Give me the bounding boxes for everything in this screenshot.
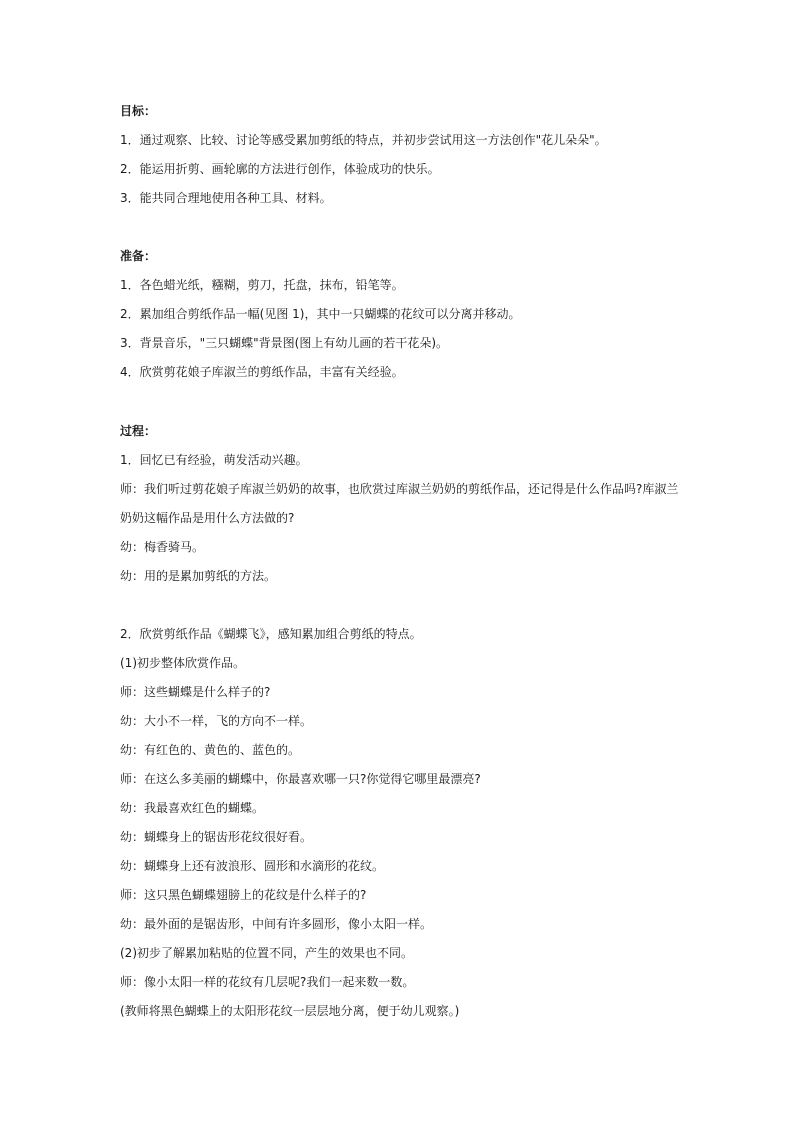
process-line: 师：我们听过剪花娘子库淑兰奶奶的故事，也欣赏过库淑兰奶奶的剪纸作品，还记得是什么作品吗?库淑兰 [120,482,679,496]
goals-item-2: 2．能运用折剪、画轮廓的方法进行创作，体验成功的快乐。 [120,162,440,176]
goals-item-3: 3．能共同合理地使用各种工具、材料。 [120,191,332,205]
preparation-heading: 准备： [120,249,157,263]
process-line: 幼：大小不一样，飞的方向不一样。 [120,714,313,728]
process-line: 师：像小太阳一样的花纹有几层呢?我们一起来数一数。 [120,975,415,989]
process-line: 师：这些蝴蝶是什么样子的? [120,685,271,699]
process-line: 幼：我最喜欢红色的蝴蝶。 [120,801,265,815]
process-line: (2)初步了解累加粘贴的位置不同，产生的效果也不同。 [120,946,414,960]
process-line: (教师将黑色蝴蝶上的太阳形花纹一层层地分离，便于幼儿观察。) [120,1004,460,1018]
process-line: (1)初步整体欣赏作品。 [120,656,245,670]
process-line: 幼：用的是累加剪纸的方法。 [120,569,277,583]
preparation-item-2: 2．累加组合剪纸作品一幅(见图 1)，其中一只蝴蝶的花纹可以分离并移动。 [120,307,521,321]
preparation-item-1: 1．各色蜡光纸，糨糊，剪刀，托盘，抹布，铅笔等。 [120,278,404,292]
process-line: 1．回忆已有经验，萌发活动兴趣。 [120,453,308,467]
process-line: 幼：蝴蝶身上的锯齿形花纹很好看。 [120,830,313,844]
process-line: 师：这只黑色蝴蝶翅膀上的花纹是什么样子的? [120,888,367,902]
preparation-item-4: 4．欣赏剪花娘子库淑兰的剪纸作品，丰富有关经验。 [120,365,404,379]
process-line: 幼：最外面的是锯齿形，中间有许多圆形，像小太阳一样。 [120,917,433,931]
goals-item-1: 1．通过观察、比较、讨论等感受累加剪纸的特点，并初步尝试用这一方法创作"花儿朵朵"。 [120,133,607,147]
process-line: 幼：梅香骑马。 [120,540,205,554]
preparation-item-3: 3．背景音乐，"三只蝴蝶"背景图(图上有幼儿画的若干花朵)。 [120,336,449,350]
process-heading: 过程： [120,424,157,438]
process-line: 师：在这么多美丽的蝴蝶中，你最喜欢哪一只?你觉得它哪里最漂亮? [120,772,481,786]
process-line: 幼：蝴蝶身上还有波浪形、圆形和水滴形的花纹。 [120,859,385,873]
goals-heading: 目标： [120,104,157,118]
process-line: 幼：有红色的、黄色的、蓝色的。 [120,743,301,757]
process-line: 2．欣赏剪纸作品《蝴蝶飞》，感知累加组合剪纸的特点。 [120,627,422,641]
process-line: 奶奶这幅作品是用什么方法做的? [120,511,295,525]
